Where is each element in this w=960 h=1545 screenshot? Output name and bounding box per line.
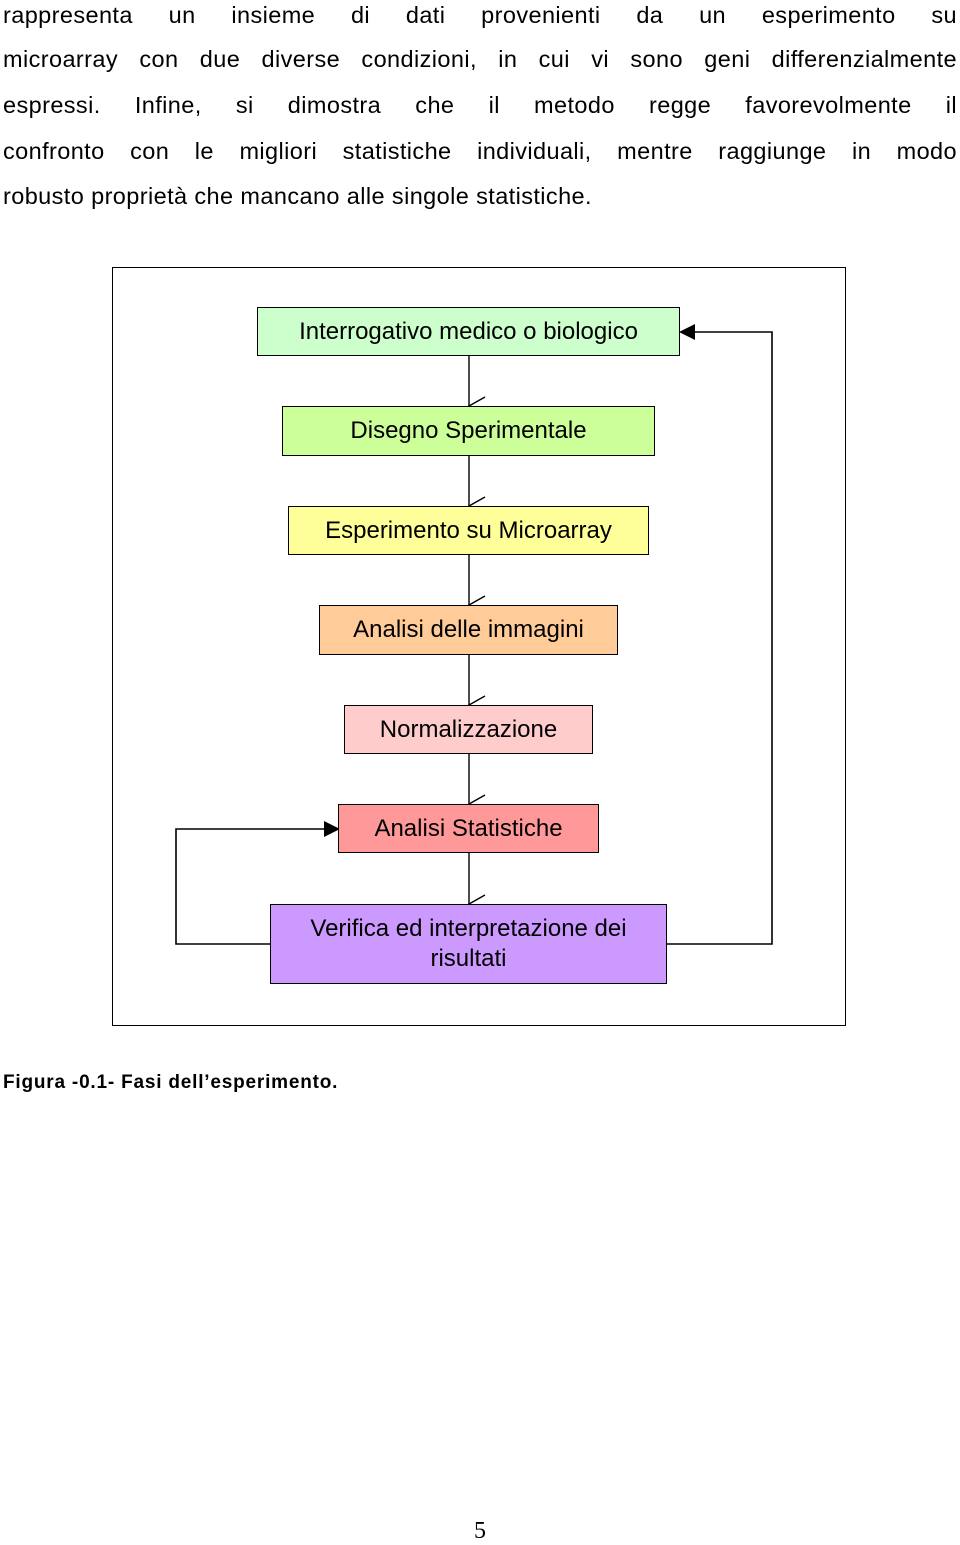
- step-box: [319, 605, 618, 655]
- step-label: Normalizzazione: [379, 715, 558, 743]
- paragraph-line: espressi. Infine, si dimostra che il metodo regge favorevolmente il: [3, 92, 957, 118]
- step-label: Analisi Statistiche: [374, 814, 563, 842]
- paragraph-line: confronto con le migliori statistiche individuali, mentre raggiunge in modo: [3, 138, 957, 164]
- step-label: Disegno Sperimentale: [350, 417, 587, 444]
- paragraph-line: robusto proprietà che mancano alle singole statistiche.: [3, 183, 592, 209]
- step-box: [288, 506, 649, 555]
- paragraph-line: microarray con due diverse condizioni, in cui vi sono geni differenzialmente: [3, 46, 957, 72]
- step-box: [282, 406, 655, 456]
- step-label: Analisi delle immagini: [353, 616, 584, 643]
- step-box: [270, 904, 667, 984]
- page-number: 5: [474, 1518, 486, 1544]
- step-box: [338, 804, 599, 853]
- step-box: [344, 705, 593, 754]
- figure-caption: Figura -0.1- Fasi dell’esperimento.: [3, 1072, 339, 1093]
- step-label: Interrogativo medico o biologico: [299, 317, 638, 345]
- step-box: [257, 307, 680, 356]
- step-label: Esperimento su Microarray: [325, 516, 612, 544]
- paragraph-line: rappresenta un insieme di dati provenienti da un esperimento su: [3, 2, 957, 28]
- step-label: Verifica ed interpretazione dei risultati: [310, 915, 627, 972]
